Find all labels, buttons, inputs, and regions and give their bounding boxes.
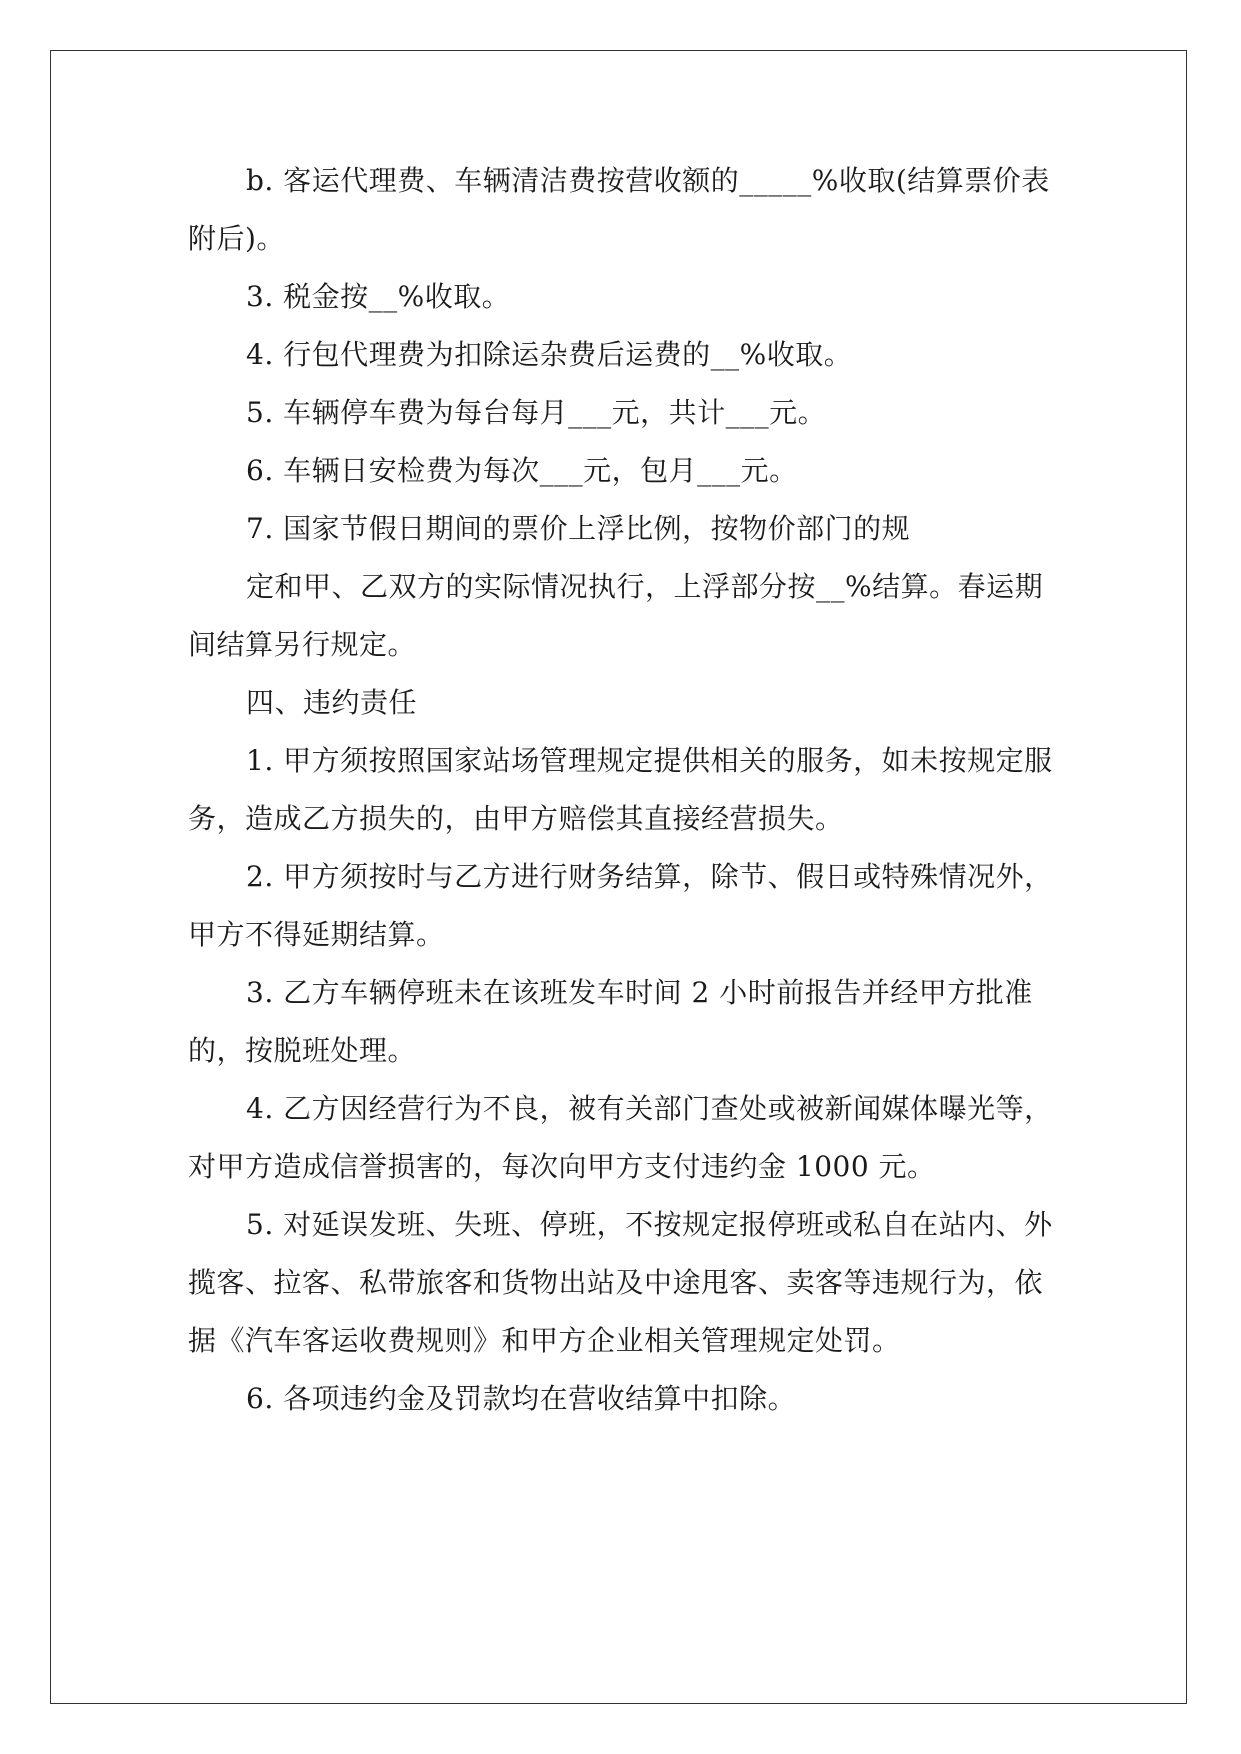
text-line: 3. 税金按__%收取。: [246, 280, 511, 313]
text-line: 附后)。: [188, 222, 285, 255]
text-line: 据《汽车客运收费规则》和甲方企业相关管理规定处罚。: [188, 1324, 901, 1357]
text-line: 4. 乙方因经营行为不良，被有关部门查处或被新闻媒体曝光等，: [246, 1092, 1053, 1125]
text-line: 5. 对延误发班、失班、停班，不按规定报停班或私自在站内、外: [246, 1208, 1053, 1241]
text-line: 6. 车辆日安检费为每次___元，包月___元。: [246, 454, 798, 487]
text-line: 1. 甲方须按照国家站场管理规定提供相关的服务，如未按规定服: [246, 744, 1053, 777]
text-line: 6. 各项违约金及罚款均在营收结算中扣除。: [246, 1382, 797, 1415]
text-line: 揽客、拉客、私带旅客和货物出站及中途甩客、卖客等违规行为，依: [188, 1266, 1044, 1299]
section-heading: 四、违约责任: [246, 686, 418, 719]
text-line: 定和甲、乙双方的实际情况执行，上浮部分按__%结算。春运期: [246, 570, 1044, 603]
text-line: 甲方不得延期结算。: [188, 918, 445, 951]
text-line: 4. 行包代理费为扣除运杂费后运费的__%收取。: [246, 338, 853, 371]
text-line: 务，造成乙方损失的，由甲方赔偿其直接经营损失。: [188, 802, 844, 835]
text-line: 间结算另行规定。: [188, 628, 417, 661]
text-line: 2. 甲方须按时与乙方进行财务结算，除节、假日或特殊情况外，: [246, 860, 1053, 893]
text-line: 的，按脱班处理。: [188, 1034, 417, 1067]
text-line: b. 客运代理费、车辆清洁费按营收额的_____%收取(结算票价表: [246, 164, 1050, 197]
text-line: 3. 乙方车辆停班未在该班发车时间 2 小时前报告并经甲方批准: [246, 976, 1033, 1009]
text-line: 7. 国家节假日期间的票价上浮比例，按物价部门的规: [246, 512, 911, 545]
text-line: 5. 车辆停车费为每台每月___元，共计___元。: [246, 396, 827, 429]
text-line: 对甲方造成信誉损害的，每次向甲方支付违约金 1000 元。: [188, 1150, 936, 1183]
